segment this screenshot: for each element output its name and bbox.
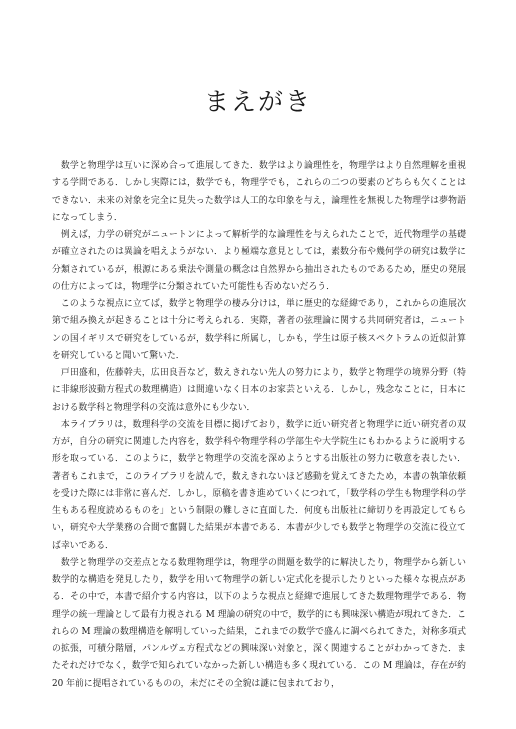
- body-text: [52, 158, 466, 729]
- paragraph: このような視点に立てば，数学と物理学の棲み分けは，単に歴史的な経緯であり，これからの進展次第で組み換えが起きることは十分に考えられる．実際，著者の弦理論に関する共同研究者は，ニュートンの国イギリスで研究をしているが，数学科に所属し，しかも，学生は原子核スペクトラムの近似計算を研究していると聞いて驚いた．: [52, 299, 466, 361]
- page-title: まえがき: [203, 87, 312, 116]
- paragraph: 戸田盛和，佐藤幹夫，広田良吾など，数えきれない先人の努力により，数学と物理学の境界分野（特に非線形波動方程式の数理構造）は間違いなく日本のお家芸といえる．しかし，残念なことに，日本における数学科と物理学科の交流は意外にも少ない．: [52, 368, 466, 413]
- paragraph: 例えば，力学の研究がニュートンによって解析学的な論理性を与えられたことで，近代物理学の基礎が確立されたのは異論を唱えようがない．より極端な意見としては，素数分布や幾何学の研究は数学に分類されているが，根源にある乗法や測量の概念は自然界から抽出されたものであるため，歴史の発展の仕方によっては，物理学に分類されていた可能性も否めないだろう．: [52, 230, 466, 292]
- paragraph: 本ライブラリは，数理科学の交流を目標に掲げており，数学に近い研究者と物理学に近い研究者の双方が，自分の研究に関連した内容を，数学科や物理学科の学部生や大学院生にもわかるように説明する形を取っている．このように，数学と物理学の交流を深めようとする出版社の努力に敬意を表したい．著者もこれまで，このライブラリを読んで，数えきれないほど感動を覚えてきたため，本書の執筆依頼を受けた際には非常に喜んだ．しかし，原稿を書き進めていくにつれて，「数学科の学生も物理学科の学生もある程度読めるものを」という制限の難しさに直面した．何度も出版社に締切りを再設定してもらい，研究や大学業務の合間で奮闘した結果が本書である．本書が少しでも数学と物理学の交流に役立てば幸いである．: [52, 419, 466, 551]
- paragraph: 数学と物理学の交差点となる数理物理学は，物理学の問題を数学的に解決したり，物理学から新しい数学的な構造を発見したり，数学を用いて物理学の新しい定式化を提示したりといった様々な視点がある．その中で，本書で紹介する内容は，以下のような視点と経緯で進展してきた数理物理学である．物理学の統一理論として最有力視される M 理論の研究の中で，数学的にも興味深い構造が現れてきた．これらの M 理論の数理構造を解明していった結果，これまでの数学で盛んに調べられてきた，対称多項式の拡張，可積分階層，パンルヴェ方程式などの興味深い対象と，深く関連することがわかってきた．またそれだけでなく，数学で知られていなかった新しい構造も多く現れている．この M 理論は，存在が約 20 年前に提唱されているものの，未だにその全貌は謎に包まれており，: [52, 557, 466, 689]
- paragraph: 数学と物理学は互いに深め合って進展してきた．数学はより論理性を，物理学はより自然理解を重視する学問である．しかし実際には，数学でも，物理学でも，これらの二つの要素のどちらも欠くことはできない．未来の対象を完全に見失った数学は人工的な印象を与え，論理性を無視した物理学は夢物語になってしまう．: [52, 161, 466, 223]
